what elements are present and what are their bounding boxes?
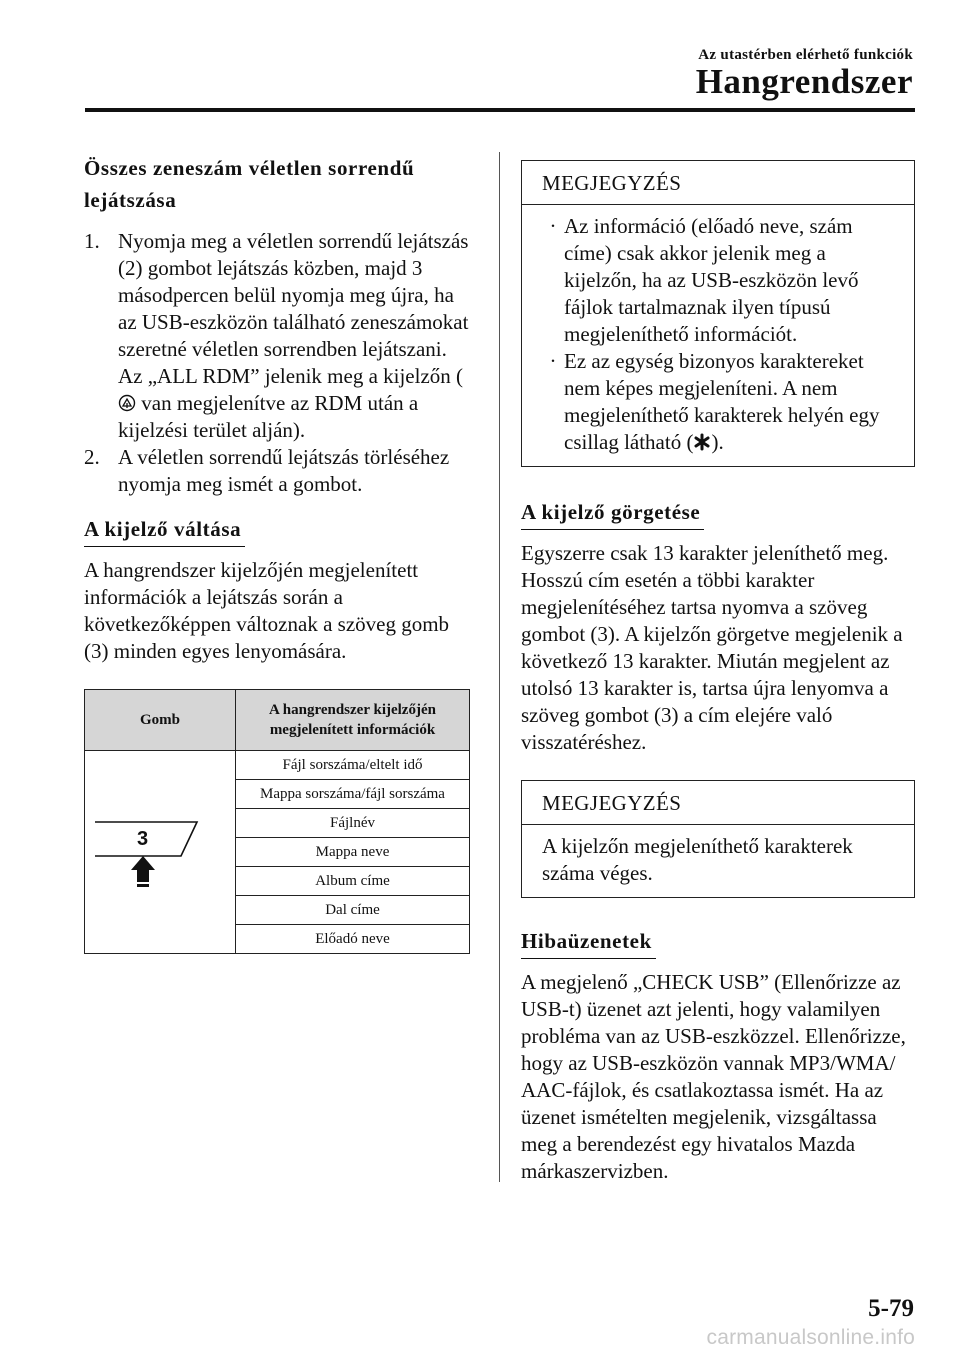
- table-header-info: A hangrendszer kijelzőjén megjelenített információk: [236, 690, 470, 751]
- step-number: 1.: [84, 229, 100, 253]
- step-1: [84, 228, 474, 444]
- text-button-cell: [85, 751, 236, 954]
- error-messages-text: A megjelenő „CHECK USB” (Ellenőrizze az USB-t) üzenet azt jelenti, hogy valamilyen probléma van az USB-eszközzel. Ellenőrizze, hogy az USB-eszközön vannak MP3/WMA/ AAC-fájlok, és csatlakoztassa ismét. Ha az üzenet ismételten megjelenik, vizsgáltassa meg a berendezést egy hivatalos Mazda márkaszervizben.: [521, 970, 906, 1183]
- error-messages-heading: Hibaüzenetek: [521, 928, 656, 959]
- note-box-1: [521, 160, 915, 467]
- table-header-button: Gomb: [85, 690, 236, 751]
- steps-list: [84, 228, 474, 498]
- table-cell: Fájlnév: [236, 809, 470, 838]
- note-bullet: · Az információ (előadó neve, szám címe) csak akkor jelenik meg a kijelzőn, ha az USB-eszközön levő fájlok tartalmaznak ilyen típusú megjeleníthető információt.: [542, 213, 894, 348]
- header-title: Hangrendszer: [695, 62, 913, 101]
- asterisk-icon: [693, 433, 711, 451]
- table-cell: Mappa neve: [236, 838, 470, 867]
- step-2: [84, 444, 474, 498]
- table-row: [85, 751, 470, 780]
- header-rule: [85, 108, 915, 112]
- table-header-row: [85, 690, 470, 751]
- table-cell: Dal címe: [236, 896, 470, 925]
- display-switch-text: A hangrendszer kijelzőjén megjelenített információk a lejátszás során a következőképpen változnak a szöveg gomb (3) minden egyes lenyomására.: [84, 558, 450, 663]
- watermark: carmanualsonline.info: [706, 1326, 915, 1349]
- table-cell: Album címe: [236, 867, 470, 896]
- right-column: [521, 160, 915, 1185]
- bullet-dot: ·: [549, 214, 557, 238]
- random-play-icon: [118, 394, 136, 412]
- note-text: A kijelzőn megjeleníthető karakterek száma véges.: [542, 834, 853, 885]
- random-play-heading: Összes zeneszám véletlen sorrendű lejátszása: [84, 156, 415, 212]
- note-bullet: · Ez az egység bizonyos karaktereket nem képes megjeleníteni. A nem megjeleníthető karakterek helyén egy csillag látható ( ).: [542, 348, 894, 456]
- step-text-after: van megjelenítve az RDM után a kijelzési terület alján).: [118, 391, 419, 442]
- table-cell: Fájl sorszáma/eltelt idő: [236, 751, 470, 780]
- header-subtitle: Az utastérben elérhető funkciók: [698, 47, 913, 63]
- display-scroll-text: Egyszerre csak 13 karakter jeleníthető meg. Hosszú cím esetén a többi karakter megjelenítéséhez tartsa nyomva a szöveg gombot (3). A kijelzőn görgetve megjelenik a következő 13 karakter. Miután megjelent az utolsó 13 karakter is, tartsa újra lenyomva a szöveg gombot (3) a cím elejére való visszatéréshez.: [521, 541, 903, 754]
- step-text: Nyomja meg a véletlen sorrendű lejátszás (2) gombot lejátszás közben, majd 3 másodpercen belül nyomja meg újra, ha az USB-eszközön található zeneszámokat szeretné véletlen sorrendben lejátszani. Az „ALL RDM” jelenik meg a kijelzőn (: [118, 229, 469, 388]
- column-divider: [499, 152, 500, 1182]
- note-box-2: [521, 780, 915, 898]
- display-scroll-heading: A kijelző görgetése: [521, 499, 704, 530]
- note-title: MEGJEGYZÉS: [522, 781, 914, 825]
- step-text: A véletlen sorrendű lejátszás törléséhez nyomja meg ismét a gombot.: [118, 445, 450, 496]
- left-column: [84, 152, 474, 954]
- display-switch-heading: A kijelző váltása: [84, 516, 245, 547]
- text-button-3-icon: [85, 816, 235, 888]
- bullet-dot: ·: [549, 349, 557, 373]
- button-label-3: 3: [137, 828, 149, 850]
- page-number: 5-79: [868, 1295, 914, 1322]
- table-cell: Mappa sorszáma/fájl sorszáma: [236, 780, 470, 809]
- step-number: 2.: [84, 445, 100, 469]
- display-info-table: [84, 689, 470, 954]
- table-cell: Előadó neve: [236, 925, 470, 954]
- note-title: MEGJEGYZÉS: [522, 161, 914, 205]
